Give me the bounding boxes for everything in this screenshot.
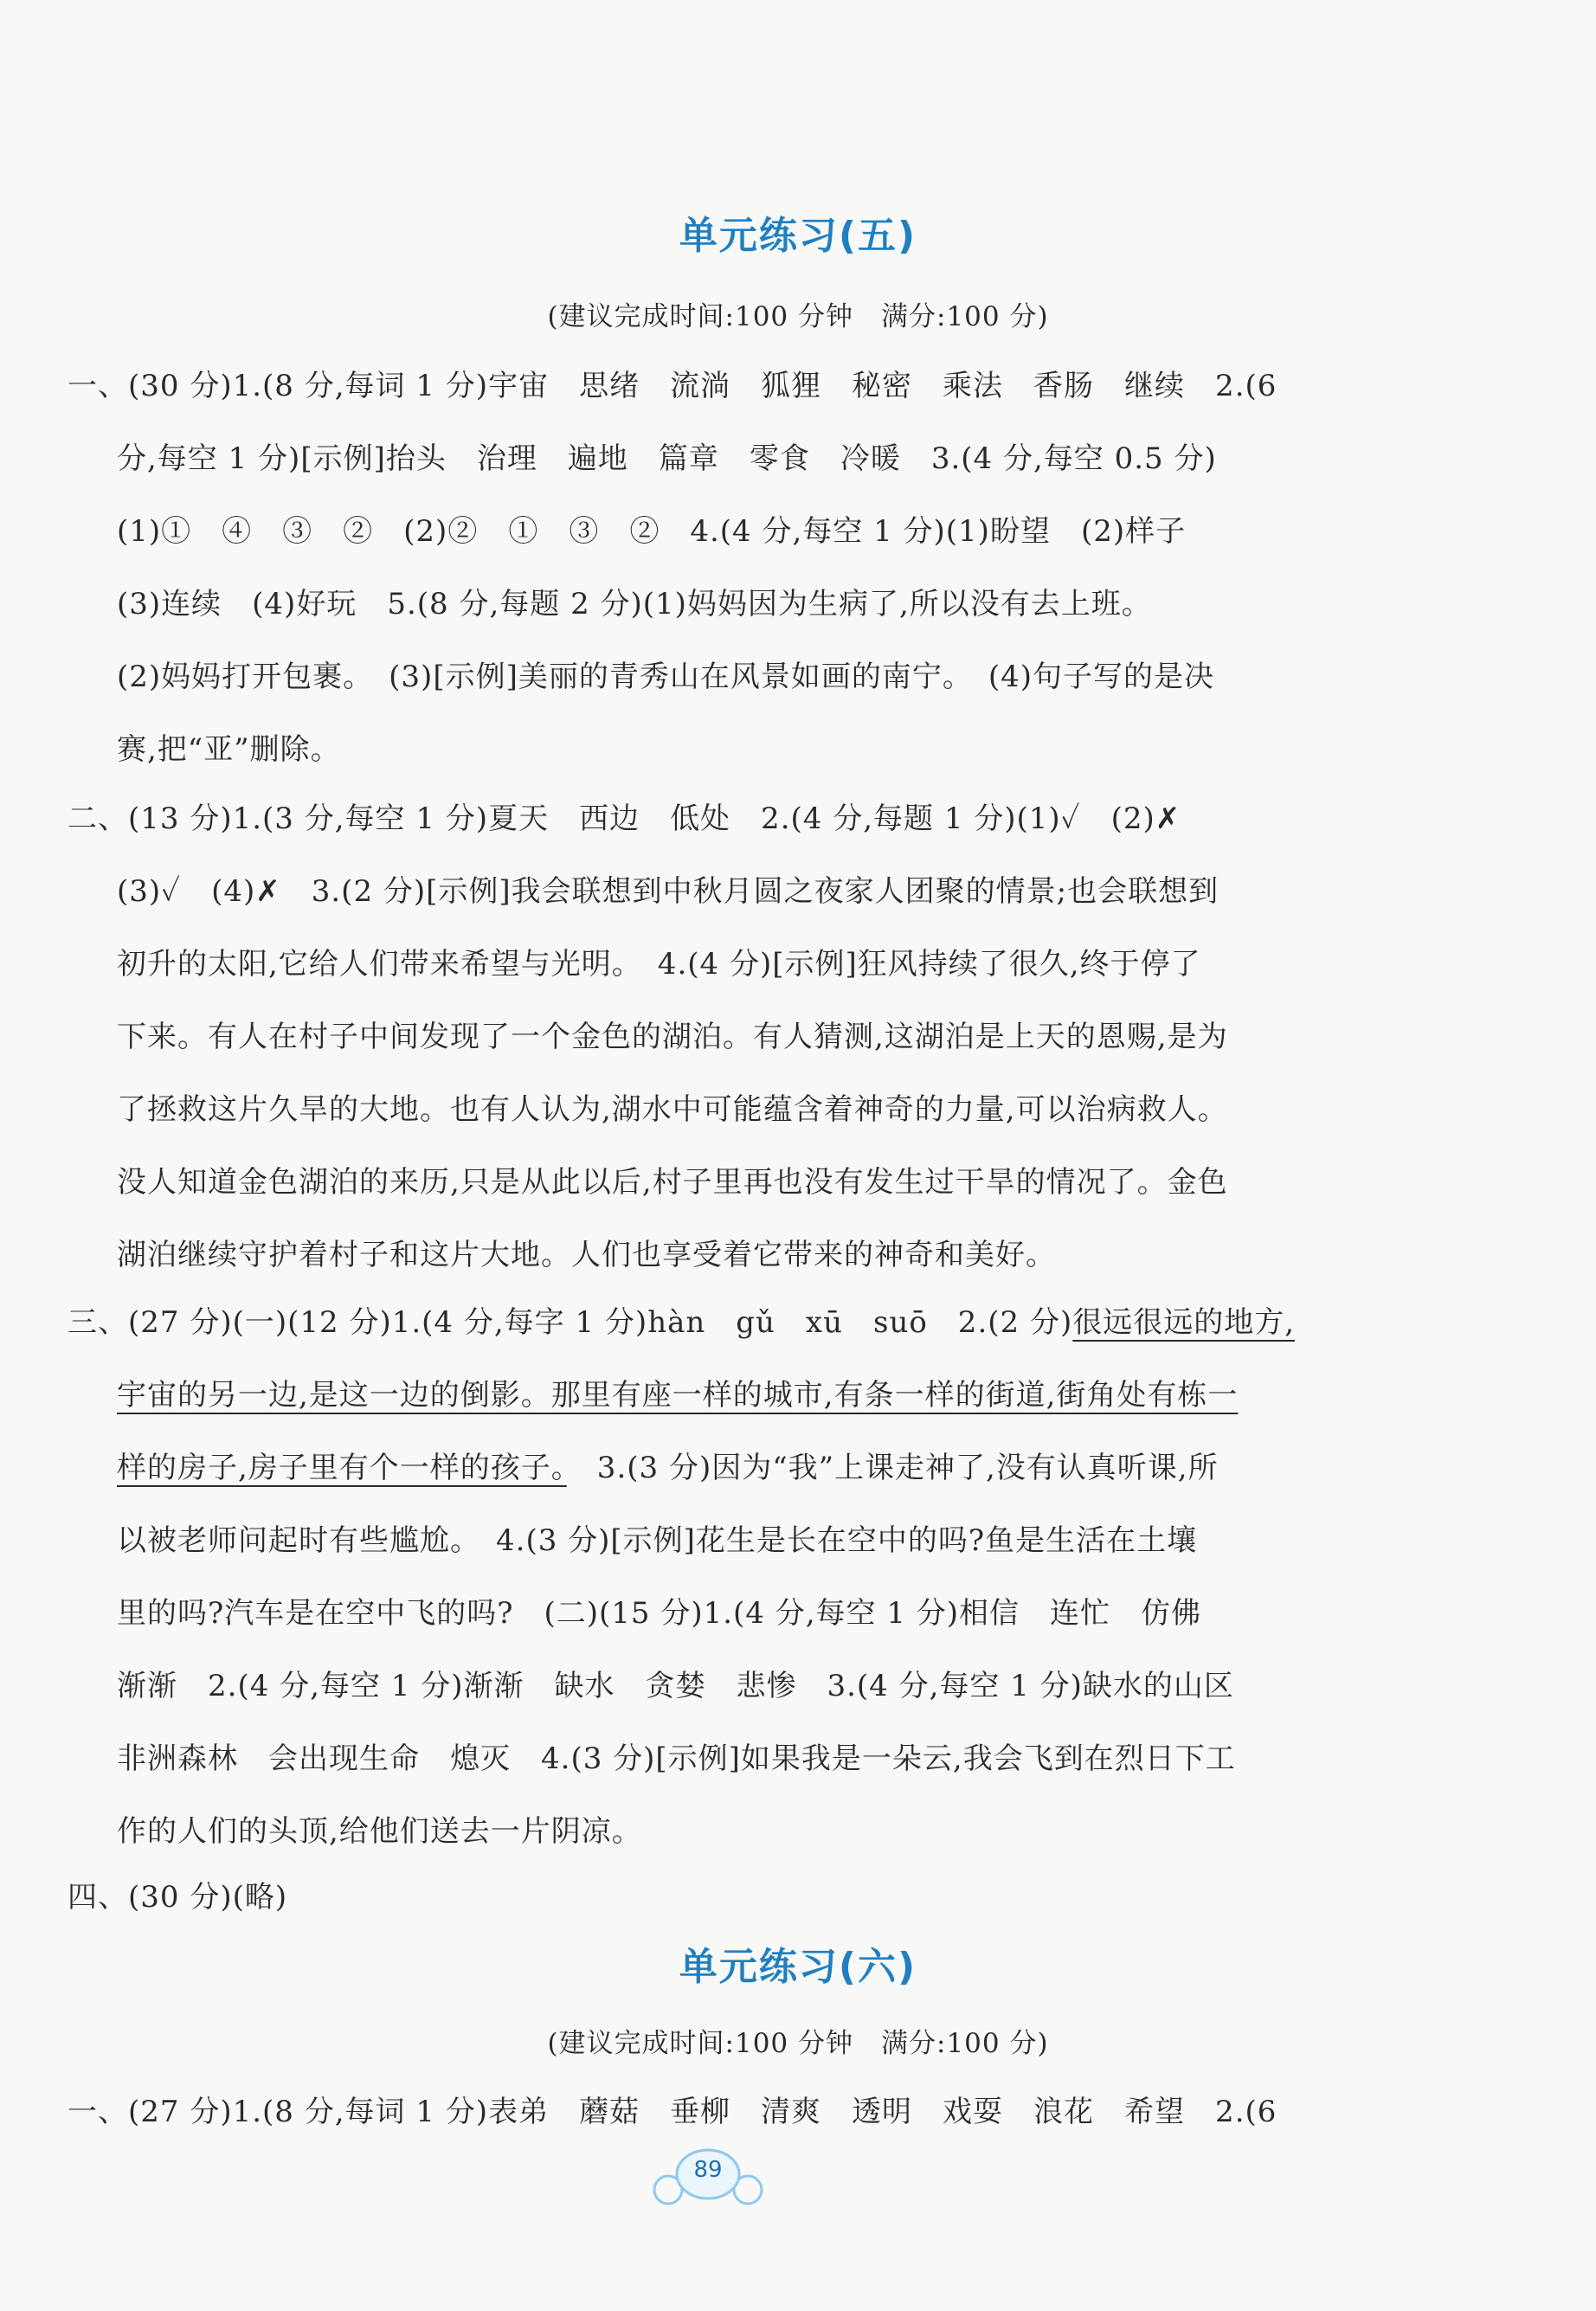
unit5-section4: 四、(30 分)(略) (68, 1880, 288, 1915)
underlined-answer: 很远很远的地方, (1072, 1305, 1296, 1340)
text-line: (2)妈妈打开包裹。 (3)[示例]美丽的青秀山在风景如画的南宁。 (4)句子写的是决 (117, 660, 1215, 694)
unit6-section1: 一、(27 分)1.(8 分,每词 1 分)表弟 蘑菇 垂柳 清爽 透明 戏耍 浪花 希望 2.(6 (68, 2095, 1277, 2129)
text-line: 以被老师问起时有些尴尬。 4.(3 分)[示例]花生是长在空中的吗?鱼是生活在土壤 (117, 1523, 1198, 1558)
unit6-meta: (建议完成时间:100 分钟 满分:100 分) (547, 2028, 1049, 2059)
text-line (68, 1298, 1314, 1341)
underlined-answer: 样的房子,房子里有个一样的孩子。 (117, 1451, 567, 1485)
unit5-title: 单元练习(五) (679, 214, 917, 258)
page-number: 89 (693, 2157, 723, 2183)
text-line: 里的吗?汽车是在空中飞的吗? (二)(15 分)1.(4 分,每空 1 分)相信 连忙 仿佛 (117, 1596, 1202, 1631)
text-line: 下来。有人在村子中间发现了一个金色的湖泊。有人猜测,这湖泊是上天的恩赐,是为 (117, 1020, 1228, 1054)
unit5-meta: (建议完成时间:100 分钟 满分:100 分) (547, 301, 1049, 332)
text-run: 3.(3 分)因为“我”上课走神了,没有认真听课,所 (566, 1451, 1219, 1485)
text-line: 赛,把“亚”删除。 (117, 732, 341, 767)
text-line (117, 1444, 1363, 1486)
text-line: 二、(13 分)1.(3 分,每空 1 分)夏天 西边 低处 2.(4 分,每题 1 分)(1)✓ (2)✗ (68, 801, 1181, 836)
text-line: 渐渐 2.(4 分,每空 1 分)渐渐 缺水 贪婪 悲惨 3.(4 分,每空 1 分)缺水的山区 (117, 1669, 1234, 1703)
text-line (117, 1371, 1363, 1413)
unit6-title: 单元练习(六) (679, 1945, 917, 1989)
text-line: 分,每空 1 分)[示例]抬头 治理 遍地 篇章 零食 冷暖 3.(4 分,每空 0.5 分) (117, 441, 1217, 476)
page-number-badge (647, 2145, 769, 2214)
text-line: 初升的太阳,它给人们带来希望与光明。 4.(4 分)[示例]狂风持续了很久,终于停了 (117, 947, 1201, 982)
text-line: 一、(30 分)1.(8 分,每词 1 分)宇宙 思绪 流淌 狐狸 秘密 乘法 香肠 继续 2.(6 (68, 369, 1277, 403)
text-line: (1)① ④ ③ ② (2)② ① ③ ② 4.(4 分,每空 1 分)(1)盼望 (2)样子 (117, 514, 1187, 549)
text-line: 了拯救这片久旱的大地。也有人认为,湖水中可能蕴含着神奇的力量,可以治病救人。 (117, 1092, 1228, 1127)
text-line: (3)✓ (4)✗ 3.(2 分)[示例]我会联想到中秋月圆之夜家人团聚的情景;也会联想到 (117, 874, 1220, 909)
text-line: 湖泊继续守护着村子和这片大地。人们也享受着它带来的神奇和美好。 (117, 1238, 1056, 1272)
text-line: 非洲森林 会出现生命 熄灭 4.(3 分)[示例]如果我是一朵云,我会飞到在烈日下工 (117, 1741, 1236, 1776)
text-line: 没人知道金色湖泊的来历,只是从此以后,村子里再也没有发生过干旱的情况了。金色 (117, 1165, 1228, 1200)
text-line: 作的人们的头顶,给他们送去一片阴凉。 (117, 1814, 642, 1849)
underlined-answer: 宇宙的另一边,是这一边的倒影。那里有座一样的城市,有条一样的街道,街角处有栋一 (117, 1378, 1239, 1413)
text-line: (3)连续 (4)好玩 5.(8 分,每题 2 分)(1)妈妈因为生病了,所以没有去上班。 (117, 587, 1152, 621)
text-run: 三、(27 分)(一)(12 分)1.(4 分,每字 1 分)hàn gǔ xū suō 2.(2 分) (68, 1305, 1073, 1340)
